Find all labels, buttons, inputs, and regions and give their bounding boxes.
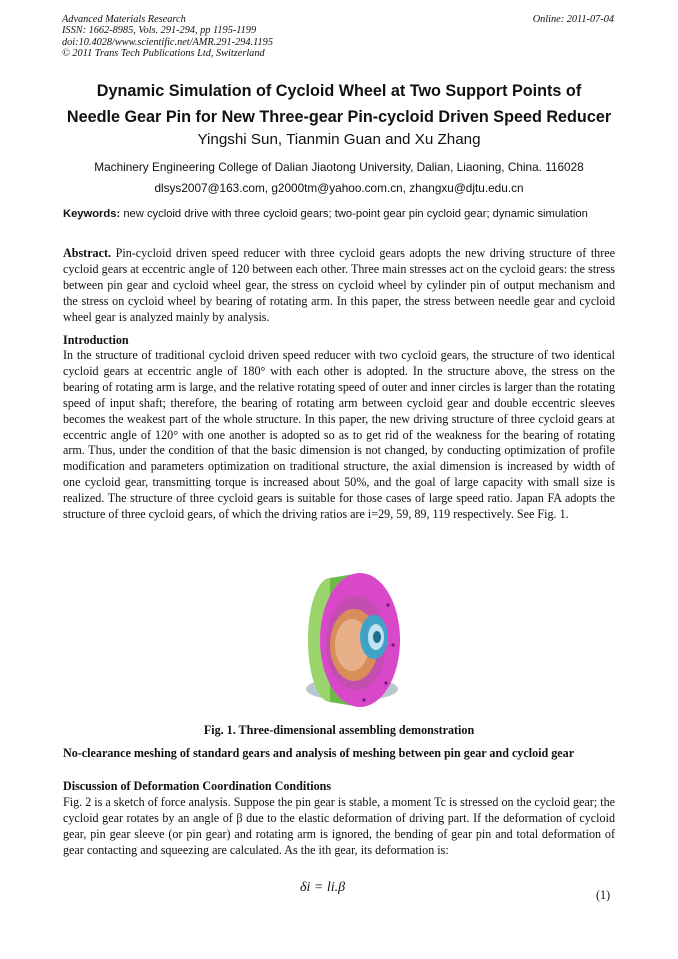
issn-line: ISSN: 1662-8985, Vols. 291-294, pp 1195-1199: [62, 25, 257, 37]
doi-line: doi:10.4028/www.scientific.net/AMR.291-294.1195: [62, 36, 273, 48]
keywords: [63, 208, 615, 222]
section-heading-deformation: Discussion of Deformation Coordination Conditions: [63, 779, 332, 793]
abstract-text: Pin-cycloid driven speed reducer with three cycloid gears adopts the new driving structure of three cycloid gears at eccentric angle of 120 between each other. Three main stresses act on the cycloid gears: the stress between pin gear and cycloid wheel gear, the stress on cycloid wheel by cylinder pin of output mechanism and the stress on cycloid wheel by bearing of rotating arm. In this paper, the stress between needle gear and cycloid wheel gear is analyzed mainly by analysis.: [63, 246, 615, 324]
figure-1-image: [290, 565, 415, 715]
paper-title: [40, 78, 638, 130]
affiliation-block: [0, 157, 678, 199]
intro-text: In the structure of traditional cycloid driven speed reducer with two cycloid gears, the structure of two identical cycloid gears at eccentric angle of 180° with each other is adopted. In the structure above, the stress on the bearing of rotating arm is large, and the relative rotating speed of outer and inner circles is larger than the rotating speed of input shaft; therefore, the bearing of rotating arm between cycloid gear and double eccentric sleeves becomes the weakest part of the whole structure. In this paper, the new driving structure of three cycloid gears at eccentric angle of 120° with one another is adopted so as to get rid of the weakness for the bearing of rotating arm. Thus, under the condition of that the basic dimension is not changed, by conducting optimization of profile modification and parameters optimization on traditional structure, the axial dimension is increased by width of one cycloid gear, transmitting torque is increased about 50%, and the goal of large capacity with small size is realized. The structure of three cycloid gears is suitable for those cases of large speed ratio. Japan FA adopts the structure of three cycloid gears, of which the driving ratios are i=29, 59, 89, 119 respectively. See Fig. 1.: [63, 348, 615, 522]
equation-number: (1): [596, 888, 611, 902]
abstract-label: Abstract.: [63, 246, 112, 260]
abstract: [63, 246, 615, 326]
authors: Yingshi Sun, Tianmin Guan and Xu Zhang: [197, 131, 481, 148]
keywords-label: Keywords:: [63, 208, 121, 220]
section-heading-meshing: No-clearance meshing of standard gears and analysis of meshing between pin gear and cycloid gear: [63, 746, 575, 760]
title-line-2: Needle Gear Pin for New Three-gear Pin-cycloid Driven Speed Reducer: [66, 108, 612, 126]
intro-heading: Introduction: [63, 333, 129, 347]
affiliation: Machinery Engineering College of Dalian Jiaotong University, Dalian, Liaoning, China. 116028: [94, 160, 584, 174]
section-text-deformation: Fig. 2 is a sketch of force analysis. Suppose the pin gear is stable, a moment Tc is stressed on the cycloid gear; the cycloid gear rotates by an angle of β due to the elastic deformation of driving part. If the deformation of cycloid gear, pin gear sleeve (or pin gear) and rotating arm is ignored, the bending of gear pin and total deformation of gear contacting and squeezing are calculated. As the ith gear, its deformation is:: [63, 795, 615, 857]
title-line-1: Dynamic Simulation of Cycloid Wheel at Two Support Points of: [96, 82, 582, 100]
emails: dlsys2007@163.com, g2000tm@yahoo.com.cn, zhangxu@djtu.edu.cn: [154, 181, 524, 195]
keywords-text: new cycloid drive with three cycloid gears; two-point gear pin cycloid gear; dynamic simulation: [123, 208, 588, 220]
journal-header: [62, 14, 614, 60]
copyright-line: © 2011 Trans Tech Publications Ltd, Switzerland: [62, 48, 265, 60]
online-date: Online: 2011-07-04: [532, 14, 614, 25]
equation-1: δi = li.β: [300, 880, 346, 895]
journal-name: Advanced Materials Research: [62, 14, 186, 25]
figure-caption: Fig. 1. Three-dimensional assembling demonstration: [203, 723, 475, 737]
